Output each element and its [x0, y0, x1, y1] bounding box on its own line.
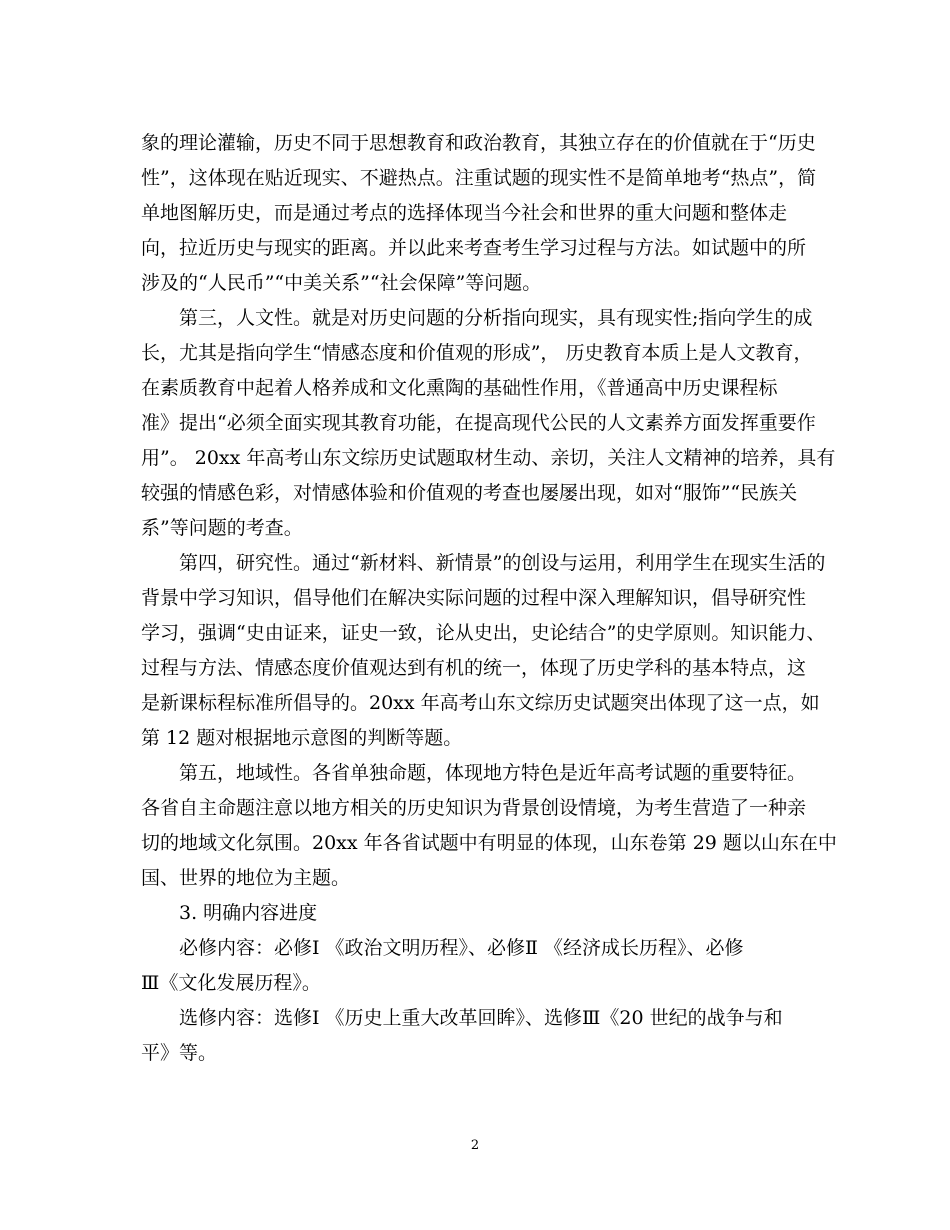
text-line: 准》提出“必须全面实现其教育功能，在提高现代公民的人文素养方面发挥重要作 [141, 412, 816, 434]
text-line: 国、世界的地位为主题。 [141, 867, 351, 889]
text-line: 切的地域文化氛围。20xx 年各省试题中有明显的体现，山东卷第 29 题以山东在中 [141, 832, 837, 854]
text-line: 性”，这体现在贴近现实、不避热点。注重试题的现实性不是简单地考“热点”，简 [141, 167, 817, 189]
text-line: 第 12 题对根据地示意图的判断等题。 [141, 727, 463, 749]
text-line: 平》等。 [141, 1042, 218, 1064]
text-line: 较强的情感色彩，对情感体验和价值观的考查也屡屡出现，如对“服饰”“民族关 [141, 482, 798, 504]
page-number: 2 [470, 1138, 480, 1153]
text-line: Ⅲ《文化发展历程》。 [141, 972, 321, 994]
paragraph-start-line: 必修内容：必修Ⅰ 《政治文明历程》、必修Ⅱ 《经济成长历程》、必修 [179, 937, 744, 959]
text-line: 象的理论灌输，历史不同于思想教育和政治教育，其独立存在的价值就在于“历史 [141, 132, 816, 154]
text-line: 过程与方法、情感态度价值观达到有机的统一，体现了历史学科的基本特点，这 [141, 657, 807, 679]
paragraph-start-line: 选修内容：选修Ⅰ 《历史上重大改革回眸》、选修Ⅲ《20 世纪的战争与和 [179, 1007, 783, 1029]
paragraph-start-line: 第三，人文性。就是对历史问题的分析指向现实，具有现实性;指向学生的成 [179, 307, 813, 329]
text-line: 背景中学习知识，倡导他们在解决实际问题的过程中深入理解知识，倡导研究性 [141, 587, 807, 609]
text-line: 系”等问题的考查。 [141, 517, 303, 539]
text-line: 涉及的“人民币”“中美关系”“社会保障”等问题。 [141, 272, 542, 294]
paragraph-start-line: 第四，研究性。通过“新材料、新情景”的创设与运用，利用学生在现实生活的 [179, 552, 826, 574]
text-line: 向，拉近历史与现实的距离。并以此来考查考生学习过程与方法。如试题中的所 [141, 237, 807, 259]
text-line: 在素质教育中起着人格养成和文化熏陶的基础性作用，《普通高中历史课程标 [141, 377, 778, 399]
text-line: 学习，强调“史由证来，证史一致，论从史出，史论结合”的史学原则。知识能力、 [141, 622, 826, 644]
section-heading: 3. 明确内容进度 [179, 902, 318, 924]
text-line: 用”。 20xx 年高考山东文综历史试题取材生动、亲切，关注人文精神的培养，具有 [141, 447, 836, 469]
text-line: 长，尤其是指向学生“情感态度和价值观的形成”， 历史教育本质上是人文教育， [141, 342, 813, 364]
text-line: 单地图解历史，而是通过考点的选择体现当今社会和世界的重大问题和整体走 [141, 202, 788, 224]
paragraph-start-line: 第五，地域性。各省单独命题，体现地方特色是近年高考试题的重要特征。 [179, 762, 807, 784]
text-line: 各省自主命题注意以地方相关的历史知识为背景创设情境，为考生营造了一种亲 [141, 797, 807, 819]
text-line: 是新课标程标准所倡导的。20xx 年高考山东文综历史试题突出体现了这一点，如 [141, 692, 820, 714]
